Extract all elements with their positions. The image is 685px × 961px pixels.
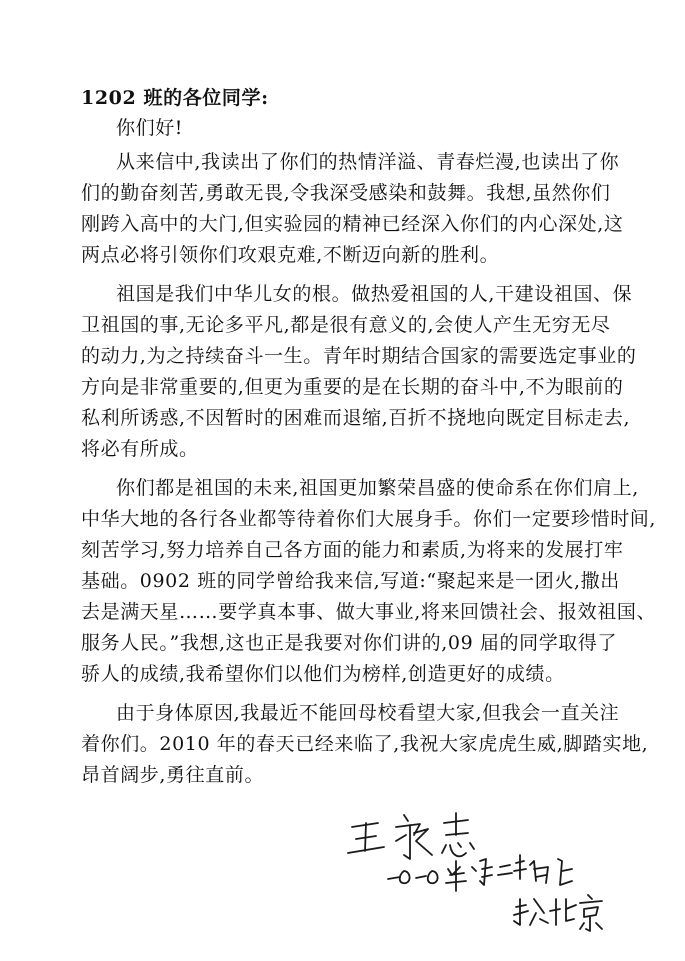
letter-line: 祖国是我们中华儿女的根。做热爱祖国的人,干建设祖国、保 bbox=[116, 283, 633, 305]
letter-line: 从来信中,我读出了你们的热情洋溢、青春烂漫,也读出了你 bbox=[116, 151, 620, 173]
letter-salutation: 1202 班的各位同学: bbox=[81, 87, 269, 109]
letter-line: 服务人民。”我想,这也正是我要对你们讲的,09 届的同学取得了 bbox=[81, 632, 618, 654]
letter-line: 方向是非常重要的,但更为重要的是在长期的奋斗中,不为眼前的 bbox=[81, 376, 624, 398]
handwritten-signature bbox=[340, 795, 640, 945]
letter-line: 你们都是祖国的未来,祖国更加繁荣昌盛的使命系在你们肩上, bbox=[116, 477, 639, 499]
letter-line: 将必有所成。 bbox=[81, 438, 199, 460]
letter-line: 骄人的成绩,我希望你们以他们为榜样,创造更好的成绩。 bbox=[81, 663, 565, 685]
letter-line: 刚跨入高中的大门,但实验园的精神已经深入你们的内心深处,这 bbox=[81, 213, 624, 235]
letter-line: 私利所诱惑,不因暂时的困难而退缩,百折不挠地向既定目标走去, bbox=[81, 407, 631, 429]
letter-line: 由于身体原因,我最近不能回母校看望大家,但我会一直关注 bbox=[116, 702, 620, 724]
letter-line: 的动力,为之持续奋斗一生。青年时期结合国家的需要选定事业的 bbox=[81, 345, 637, 367]
letter-line: 卫祖国的事,无论多平凡,都是很有意义的,会使人产生无穷无尽 bbox=[81, 314, 611, 336]
letter-line: 去是满天星……要学真本事、做大事业,将来回馈社会、报效祖国、 bbox=[81, 601, 657, 623]
letter-line: 昂首阔步,勇往直前。 bbox=[81, 764, 265, 786]
letter-line: 着你们。2010 年的春天已经来临了,我祝大家虎虎生威,脚踏实地, bbox=[81, 733, 649, 755]
letter-greeting: 你们好! bbox=[116, 117, 184, 139]
letter-line: 中华大地的各行各业都等待着你们大展身手。你们一定要珍惜时间, bbox=[81, 508, 657, 530]
letter-line: 基础。0902 班的同学曾给我来信,写道:“聚起来是一团火,撒出 bbox=[81, 570, 620, 592]
letter-line: 们的勤奋刻苦,勇敢无畏,令我深受感染和鼓舞。我想,虽然你们 bbox=[81, 182, 611, 204]
letter-line: 两点必将引领你们攻艰克难,不断迈向新的胜利。 bbox=[81, 244, 500, 266]
letter-line: 刻苦学习,努力培养自己各方面的能力和素质,为将来的发展打牢 bbox=[81, 539, 624, 561]
